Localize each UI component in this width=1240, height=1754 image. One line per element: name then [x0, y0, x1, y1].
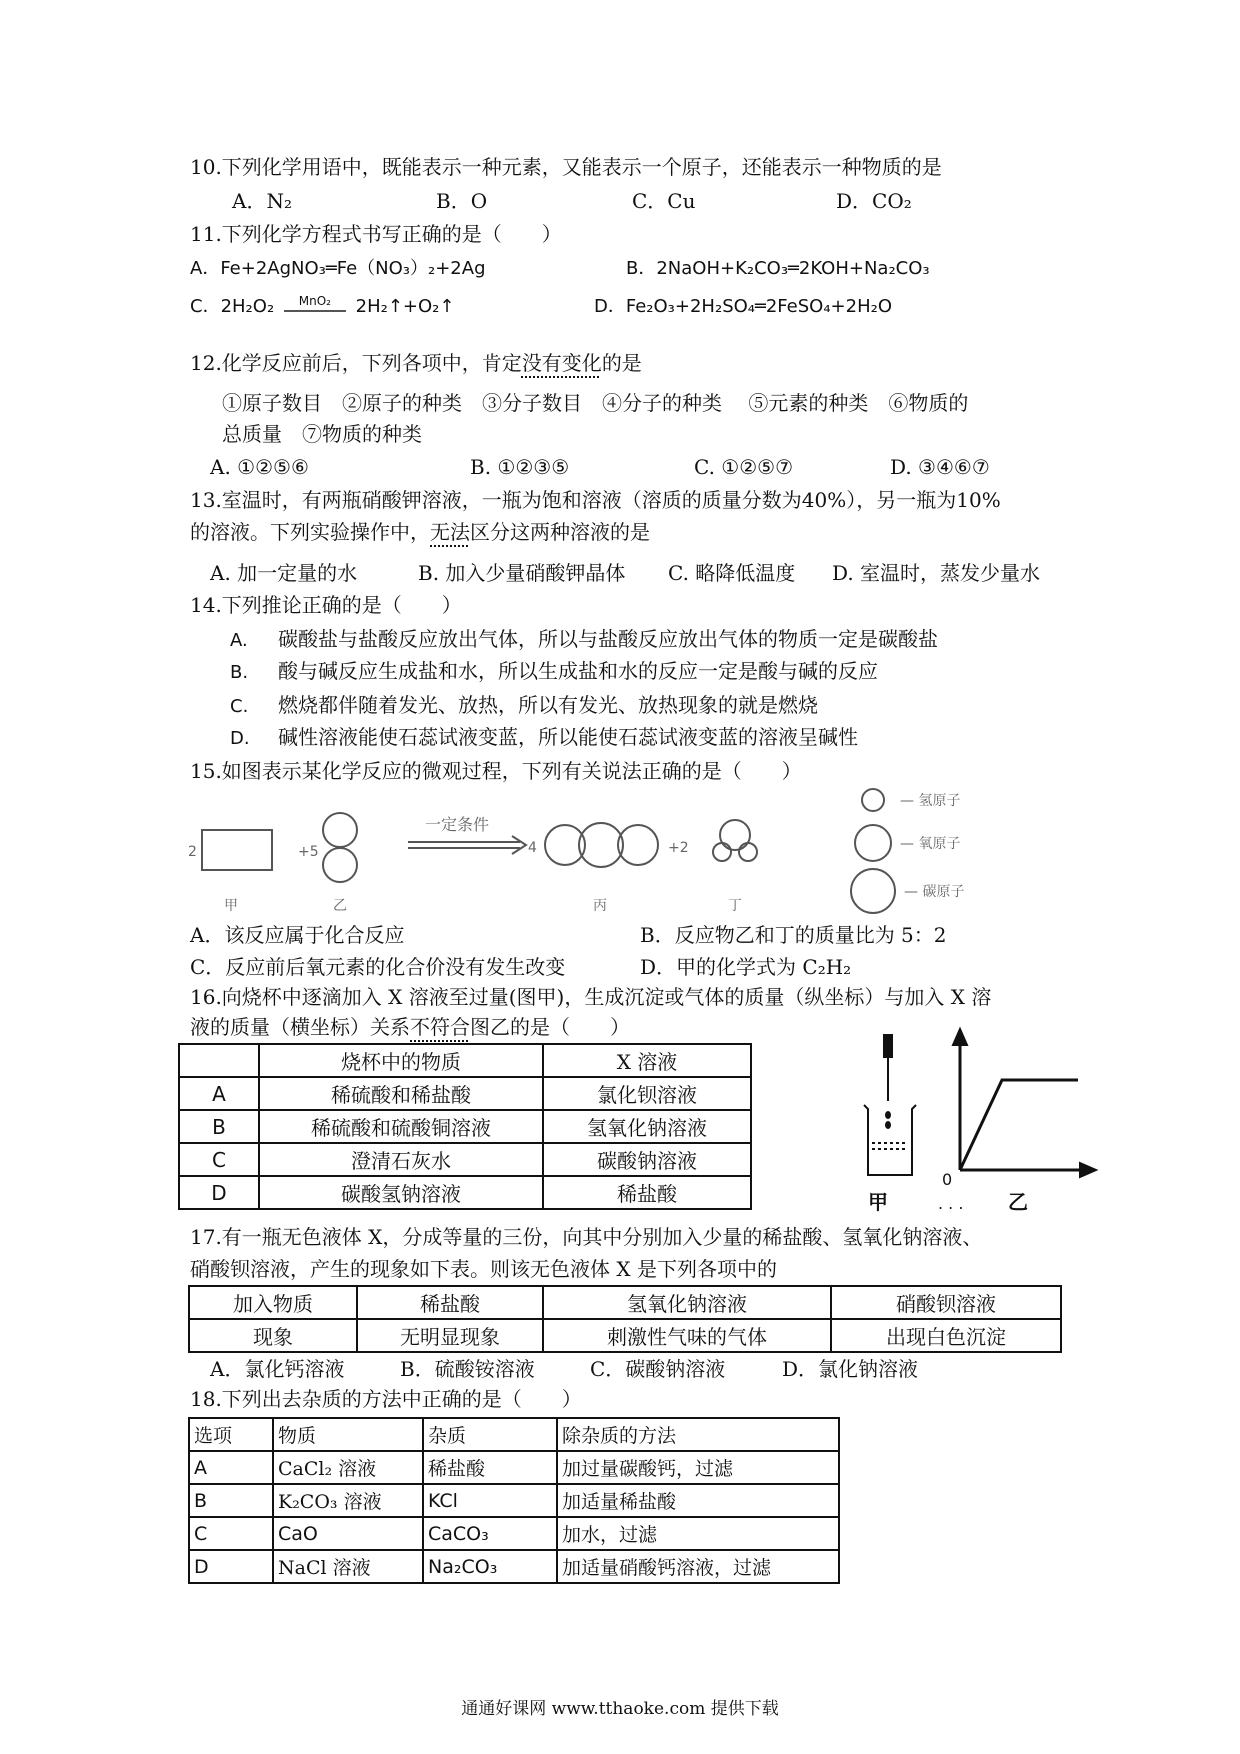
table-cell: D [189, 1550, 273, 1583]
q16-line1: 16.向烧杯中逐滴加入 X 溶液至过量(图甲)，生成沉淀或气体的质量（纵坐标）与加入 X 溶 [190, 985, 992, 1009]
table-header-cell: 烧杯中的物质 [259, 1044, 543, 1077]
legend-oxygen-circle [855, 825, 891, 861]
table-cell: K₂CO₃ 溶液 [273, 1484, 423, 1517]
figure-label-jia: 甲 [868, 1190, 888, 1214]
table-row [179, 1077, 751, 1110]
table-cell: 刺激性气味的气体 [543, 1319, 831, 1352]
molecule-ding-top [720, 820, 750, 850]
table-cell: 无明显现象 [357, 1319, 543, 1352]
q15-option-a: A．该反应属于化合反应 [190, 923, 405, 947]
table-cell: 现象 [189, 1319, 357, 1352]
table-header-cell: 氢氧化钠溶液 [543, 1286, 831, 1319]
table-header-cell [179, 1044, 259, 1077]
table-cell: CaCO₃ [423, 1517, 557, 1550]
q13-line2-a: 的溶液。下列实验操作中， [190, 520, 430, 544]
table-cell: B [189, 1484, 273, 1517]
label-ding: 丁 [728, 898, 742, 914]
q14-option-a [230, 626, 938, 654]
q17-line2: 硝酸钡溶液，产生的现象如下表。则该无色液体 X 是下列各项中的 [190, 1257, 777, 1281]
table-header-cell: 除杂质的方法 [557, 1418, 839, 1451]
table-cell: 碳酸氢钠溶液 [259, 1176, 543, 1209]
table-cell: 出现白色沉淀 [831, 1319, 1061, 1352]
q13-option-a: A. 加一定量的水 [210, 561, 358, 585]
table-cell: 碳酸钠溶液 [543, 1143, 751, 1176]
q12-stem-a: 12.化学反应前后，下列各项中，肯定 [190, 351, 522, 375]
q14-d-letter: D. [230, 728, 250, 749]
molecule-yi-bottom [323, 848, 357, 882]
table-header-cell: 加入物质 [189, 1286, 357, 1319]
q14-c-text: 燃烧都伴随着发光、放热，所以有发光、放热现象的就是燃烧 [278, 693, 818, 717]
q17-option-a: A．氯化钙溶液 [210, 1357, 345, 1381]
coef-bing: 4 [528, 840, 537, 856]
q10-option-b: B．O [436, 189, 488, 213]
legend-carbon: — 碳原子 [904, 884, 965, 900]
catalyst-label: MnO₂ [298, 294, 331, 308]
table-row [189, 1484, 839, 1517]
q14-a-letter: A. [230, 630, 248, 651]
table-cell: C [179, 1143, 259, 1176]
q12-stem-b: 的是 [601, 351, 642, 375]
q16-table [178, 1043, 752, 1210]
q12-stem-emphasis: 没有变化 [521, 351, 602, 375]
q12-option-d: D. ③④⑥⑦ [890, 455, 990, 479]
molecule-ding-left [713, 843, 731, 861]
table-cell: Na₂CO₃ [423, 1550, 557, 1583]
table-cell: A [189, 1451, 273, 1484]
q11-option-d: D．Fe₂O₃+2H₂SO₄═2FeSO₄+2H₂O [594, 296, 892, 317]
q11-option-c [190, 294, 454, 320]
q13-option-d: D. 室温时，蒸发少量水 [832, 561, 1041, 585]
table-cell: 稀硫酸和稀盐酸 [259, 1077, 543, 1110]
q17-option-b: B．硫酸铵溶液 [400, 1357, 535, 1381]
q11-c-right: 2H₂↑+O₂↑ [355, 296, 455, 317]
q16-emphasis: 不符合 [410, 1015, 470, 1039]
label-bing: 丙 [593, 898, 607, 914]
q12-option-a: A. ①②⑤⑥ [210, 455, 309, 479]
q12-stem [190, 350, 642, 376]
table-row [189, 1319, 1061, 1352]
q15-option-d: D．甲的化学式为 C₂H₂ [640, 955, 852, 979]
table-cell: C [189, 1517, 273, 1550]
table-cell: 加适量硝酸钙溶液，过滤 [557, 1550, 839, 1583]
q17-option-c: C．碳酸钠溶液 [590, 1357, 726, 1381]
q14-a-text: 碳酸盐与盐酸反应放出气体，所以与盐酸反应放出气体的物质一定是碳酸盐 [278, 627, 938, 651]
q11-option-a: A．Fe+2AgNO₃═Fe（NO₃）₂+2Ag [190, 258, 486, 279]
table-row [189, 1550, 839, 1583]
q11-c-condition [280, 294, 350, 320]
q11-option-b: B．2NaOH+K₂CO₃═2KOH+Na₂CO₃ [626, 258, 930, 279]
table-cell: B [179, 1110, 259, 1143]
label-jia: 甲 [224, 898, 238, 914]
table-cell: A [179, 1077, 259, 1110]
q13-option-c: C. 略降低温度 [668, 561, 796, 585]
molecule-jia [202, 830, 272, 870]
reaction-diagram [180, 780, 1060, 920]
condition-line [284, 310, 346, 312]
arrow-label: 一定条件 [425, 815, 490, 834]
table-cell: D [179, 1176, 259, 1209]
table-cell: 稀盐酸 [543, 1176, 751, 1209]
table-cell: 澄清石灰水 [259, 1143, 543, 1176]
q18-table [188, 1417, 840, 1584]
q14-option-c [230, 692, 818, 720]
q10-option-c: C．Cu [632, 189, 696, 213]
q13-emphasis: 无法 [430, 520, 470, 544]
q16-line2-b: 图乙的是（ ） [470, 1015, 630, 1039]
table-cell: CaO [273, 1517, 423, 1550]
table-row [179, 1176, 751, 1209]
table-cell: 加适量稀盐酸 [557, 1484, 839, 1517]
q14-stem: 14.下列推论正确的是（ ） [190, 593, 462, 617]
q12-items-line2: 总质量 ⑦物质的种类 [222, 422, 422, 446]
table-header-row [189, 1286, 1061, 1319]
q14-b-letter: B. [230, 662, 249, 683]
q17-line1: 17.有一瓶无色液体 X，分成等量的三份，向其中分别加入少量的稀盐酸、氢氧化钠溶液、 [190, 1225, 983, 1249]
figure-label-yi: 乙 [1008, 1190, 1028, 1214]
q16-line2-a: 液的质量（横坐标）关系 [190, 1015, 410, 1039]
q11-stem: 11.下列化学方程式书写正确的是（ ） [190, 222, 562, 246]
q12-items-line1: ①原子数目 ②原子的种类 ③分子数目 ④分子的种类 ⑤元素的种类 ⑥物质的 [222, 391, 969, 415]
dropper-bulb-icon [884, 1035, 892, 1057]
q13-line1: 13.室温时，有两瓶硝酸钾溶液，一瓶为饱和溶液（溶质的质量分数为40%），另一瓶为10% [190, 488, 1001, 512]
beaker-graph-figure [850, 1025, 1100, 1215]
table-cell: 加水，过滤 [557, 1517, 839, 1550]
table-cell: CaCl₂ 溶液 [273, 1451, 423, 1484]
table-header-cell: 选项 [189, 1418, 273, 1451]
table-cell: 稀硫酸和硫酸铜溶液 [259, 1110, 543, 1143]
legend-hydrogen-circle [862, 789, 884, 811]
table-cell: 氢氧化钠溶液 [543, 1110, 751, 1143]
graph-origin: 0 [942, 1170, 953, 1189]
legend-hydrogen: — 氢原子 [900, 793, 961, 809]
q13-line2-b: 区分这两种溶液的是 [470, 520, 650, 544]
table-cell: 氯化钡溶液 [543, 1077, 751, 1110]
table-row [189, 1451, 839, 1484]
q12-option-b: B. ①②③⑤ [470, 455, 570, 479]
label-yi: 乙 [333, 898, 347, 914]
q16-line2 [190, 1014, 630, 1040]
legend-carbon-circle [851, 869, 895, 913]
legend-oxygen: — 氧原子 [900, 836, 961, 852]
q15-option-b: B．反应物乙和丁的质量比为 5：2 [640, 923, 947, 947]
table-header-cell: 物质 [273, 1418, 423, 1451]
table-header-row [179, 1044, 751, 1077]
q12-option-c: C. ①②⑤⑦ [694, 455, 794, 479]
q15-stem: 15.如图表示某化学反应的微观过程，下列有关说法正确的是（ ） [190, 759, 802, 783]
table-row [179, 1143, 751, 1176]
table-row [189, 1517, 839, 1550]
q14-b-text: 酸与碱反应生成盐和水，所以生成盐和水的反应一定是酸与碱的反应 [278, 659, 878, 683]
graph-curve [960, 1080, 1078, 1170]
q14-d-text: 碱性溶液能使石蕊试液变蓝，所以能使石蕊试液变蓝的溶液呈碱性 [278, 725, 858, 749]
q10-option-a: A．N₂ [232, 189, 292, 213]
table-cell: NaCl 溶液 [273, 1550, 423, 1583]
page-footer: 通通好课网 www.tthaoke.com 提供下载 [461, 1699, 779, 1719]
table-cell: 稀盐酸 [423, 1451, 557, 1484]
q13-line2 [190, 519, 650, 545]
figure-dots: . . . [938, 1194, 964, 1213]
table-header-cell: 杂质 [423, 1418, 557, 1451]
table-cell: KCl [423, 1484, 557, 1517]
q10-stem: 10.下列化学用语中，既能表示一种元素，又能表示一个原子，还能表示一种物质的是 [190, 155, 942, 179]
q13-option-b: B. 加入少量硝酸钾晶体 [418, 561, 626, 585]
q10-option-d: D．CO₂ [836, 189, 912, 213]
q18-stem: 18.下列出去杂质的方法中正确的是（ ） [190, 1387, 582, 1411]
table-row [179, 1110, 751, 1143]
coef-ding: +2 [668, 840, 689, 856]
q17-table [188, 1285, 1062, 1353]
table-cell: 加过量碳酸钙，过滤 [557, 1451, 839, 1484]
molecule-ding-right [739, 843, 757, 861]
table-header-cell: X 溶液 [543, 1044, 751, 1077]
q14-c-letter: C. [230, 696, 249, 717]
q17-option-d: D．氯化钠溶液 [782, 1357, 919, 1381]
table-header-cell: 稀盐酸 [357, 1286, 543, 1319]
coef-yi: +5 [298, 844, 319, 860]
molecule-yi-top [323, 813, 357, 847]
q14-option-b [230, 658, 878, 686]
table-header-row [189, 1418, 839, 1451]
coef-jia: 2 [188, 844, 197, 860]
drop-icon [886, 1112, 890, 1118]
q15-option-c: C．反应前后氧元素的化合价没有发生改变 [190, 955, 566, 979]
table-header-cell: 硝酸钡溶液 [831, 1286, 1061, 1319]
q14-option-d [230, 724, 858, 752]
q11-c-left: C．2H₂O₂ [190, 296, 275, 317]
